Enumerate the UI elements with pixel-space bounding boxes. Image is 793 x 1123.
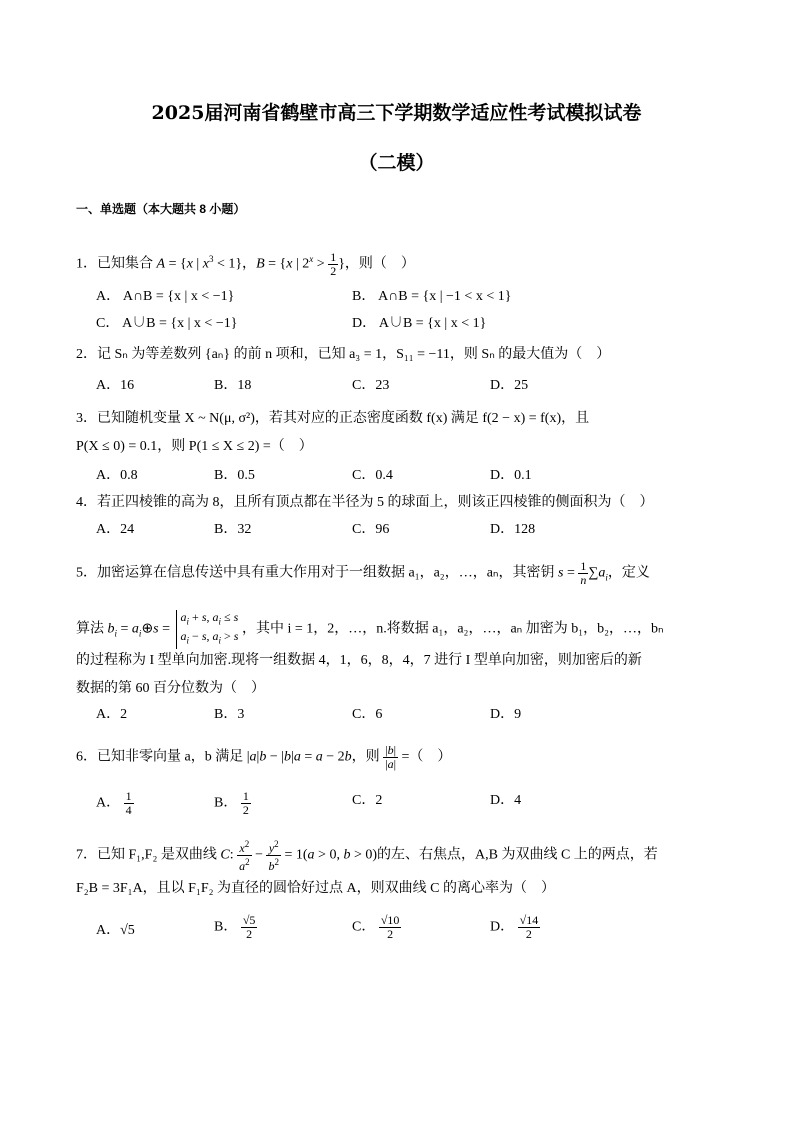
q6-option-b: B． $\frac{1}{2}$ <box>214 789 249 817</box>
document-title: 2025届河南省鹤壁市高三下学期数学适应性考试模拟试卷 <box>151 102 642 124</box>
question-5-line2: 算法 $b_i$ = $a_i\oplus s = a_i + s$, $a_i \le s$ $a_i - s$, $a_i > s$ ，其中 i = 1，2，…，n.将数据 a₁，a₂，…，aₙ 加密为 b₁，b₂，…，bₙ <box>76 610 664 649</box>
question-4: 4．若正四棱锥的高为 8，且所有顶点都在半径为 5 的球面上，则该正四棱锥的侧面积为（ ） <box>76 495 654 510</box>
question-3-line2: P(X ≤ 0) = 0.1，则 P(1 ≤ X ≤ 2) =（ ） <box>76 439 313 454</box>
q6-option-c: C．2 <box>352 793 383 808</box>
question-5-line4: 数据的第 60 百分位数为（ ） <box>76 681 265 696</box>
q5-option-b: B．3 <box>214 707 245 722</box>
q4-option-c: C．96 <box>352 522 390 537</box>
q1-option-c: C． A∪B = {x | x < −1} <box>96 316 238 331</box>
q4-option-b: B．32 <box>214 522 252 537</box>
document-subtitle: （二模） <box>358 152 435 174</box>
q7-option-d: D． $\frac{√14}{2}$ <box>490 913 539 941</box>
q3-option-a: A．0.8 <box>96 468 138 483</box>
q1-option-a: A． A∩B = {x | x < −1} <box>96 289 235 304</box>
q6-option-a: A． $\frac{1}{4}$ <box>96 789 132 817</box>
q2-option-d: D．25 <box>490 378 529 393</box>
q3-option-c: C．0.4 <box>352 468 393 483</box>
section-heading: 一、单选题（本大题共 8 小题） <box>76 202 246 216</box>
q7-option-c: C． $\frac{√10}{2}$ <box>352 913 400 941</box>
q5-option-c: C．6 <box>352 707 383 722</box>
q7-option-a: A．√5 <box>96 923 135 938</box>
question-3: 3．已知随机变量 X ~ N(μ, σ²)，若其对应的正态密度函数 f(x) 满足 f(2 − x) = f(x)，且 <box>76 411 590 426</box>
question-7: 7．已知 F₁,F₂ 是双曲线 C: $\frac{x^2}{a^2}$ − $\frac{y^2}{b^2}$ = 1(a > 0, b > 0)的左、右焦点，A,B 为双曲线 C 上的两点，若 <box>76 839 658 873</box>
q4-option-d: D．128 <box>490 522 536 537</box>
q1-option-d: D． A∪B = {x | x < 1} <box>352 316 487 331</box>
q3-option-d: D．0.1 <box>490 468 532 483</box>
question-1: 1．已知集合 A = {x | $x^3 < 1$}，B = {x | $2^x$ > $\frac{1}{2}$ }，则（ ） <box>76 249 415 278</box>
question-5: 5．加密运算在信息传送中具有重大作用对于一组数据 a₁，a₂，…，aₙ，其密钥 s = $\frac{1}{n}$ $\sum a_i$，定义 <box>76 559 650 587</box>
question-7-line2: F₂B = 3F₁A，且以 F₁F₂ 为直径的圆恰好过点 A，则双曲线 C 的离心率为（ ） <box>76 881 555 896</box>
question-2: 2．记 Sₙ 为等差数列 {aₙ} 的前 n 项和，已知 a₃ = 1，S₁₁ = −11，则 Sₙ 的最大值为（ ） <box>76 347 611 362</box>
q5-option-d: D．9 <box>490 707 522 722</box>
q2-option-c: C．23 <box>352 378 390 393</box>
q2-option-a: A．16 <box>96 378 135 393</box>
question-5-line3: 的过程称为 I 型单向加密.现将一组数据 4，1，6，8，4，7 进行 I 型单向加密，则加密后的新 <box>76 653 642 668</box>
q3-option-b: B．0.5 <box>214 468 255 483</box>
question-6: 6．已知非零向量 a，b 满足 |a|b − |b|a = a − 2b，则 $\frac{|b|}{|a|}$ =（ ） <box>76 743 452 771</box>
q2-option-b: B．18 <box>214 378 252 393</box>
q6-option-d: D．4 <box>490 793 522 808</box>
q4-option-a: A．24 <box>96 522 135 537</box>
q5-option-a: A．2 <box>96 707 128 722</box>
q7-option-b: B． $\frac{√5}{2}$ <box>214 913 256 941</box>
q1-option-b: B． A∩B = {x | −1 < x < 1} <box>352 289 512 304</box>
